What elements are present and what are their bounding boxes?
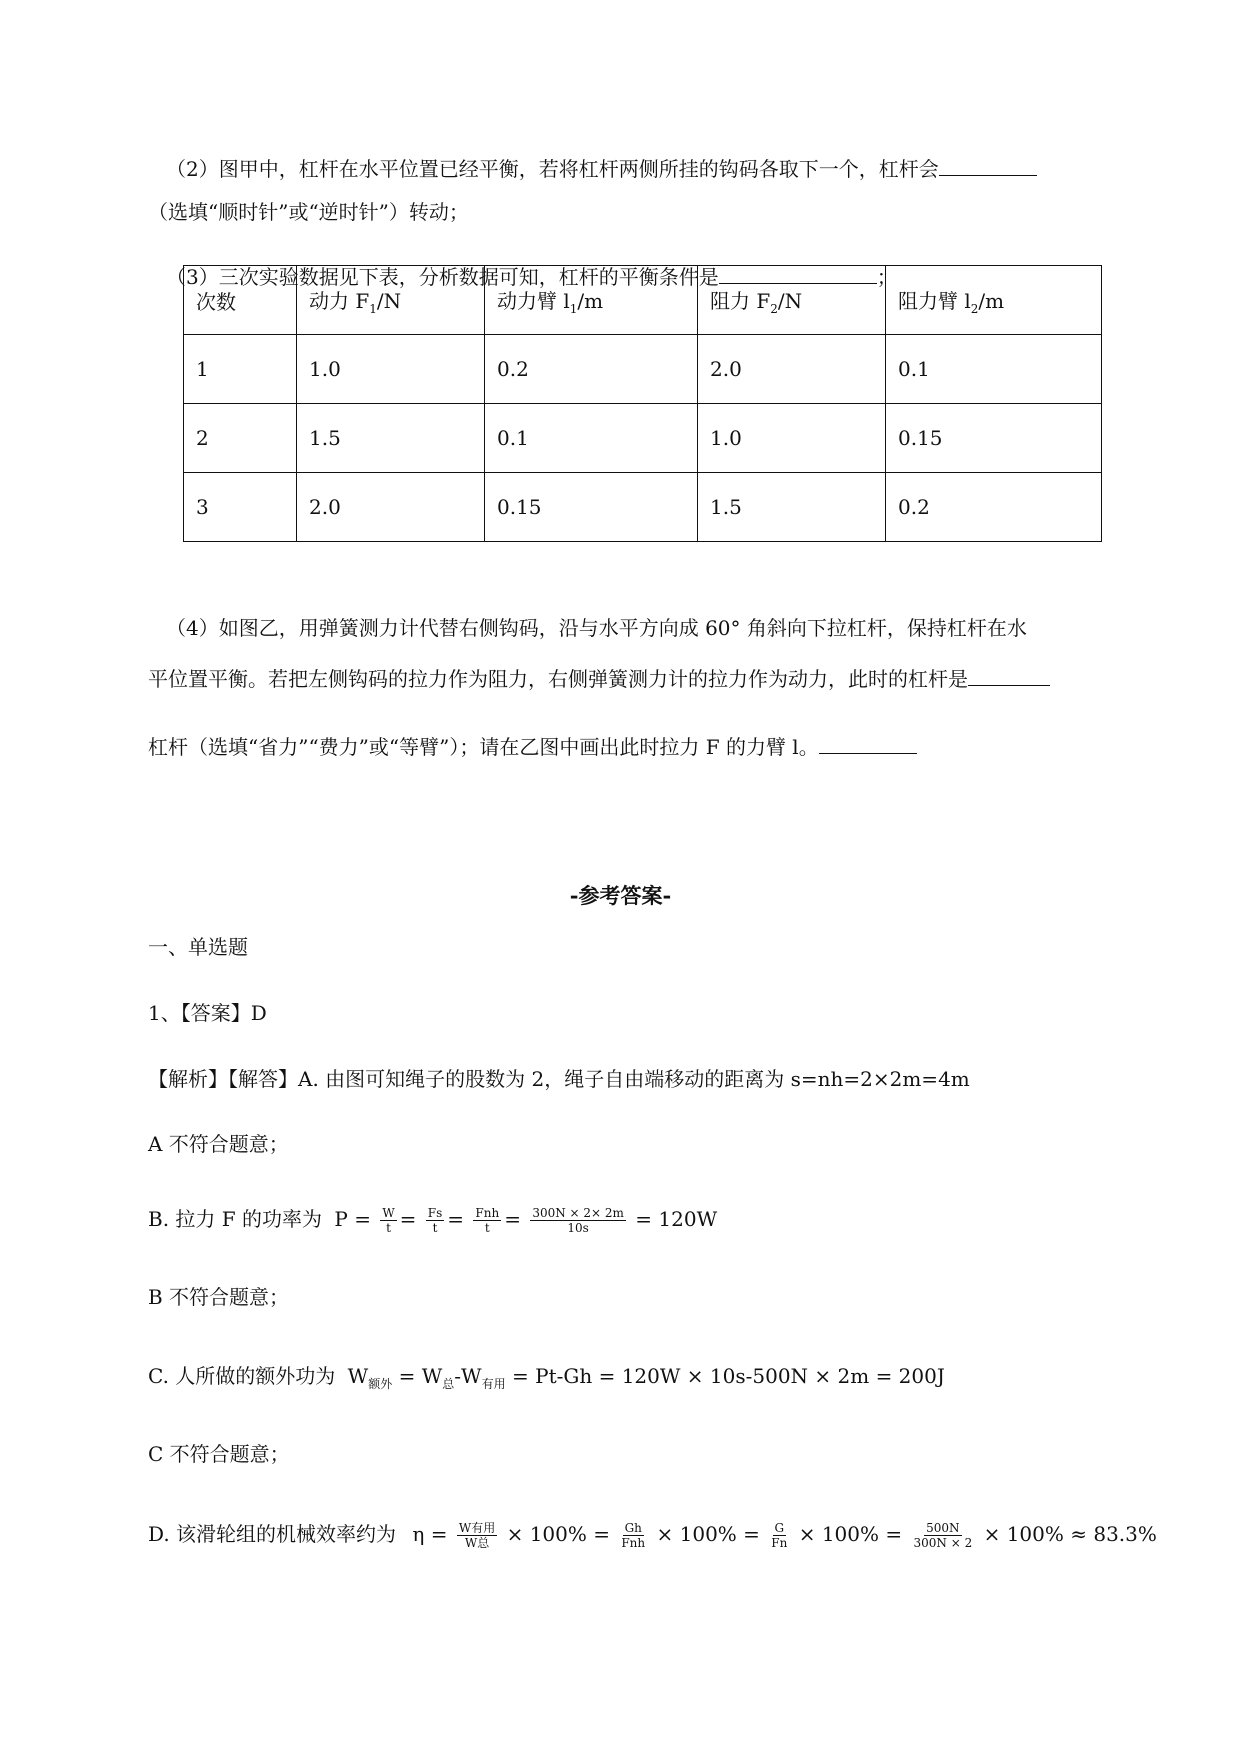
table-header-cell: 次数 <box>184 266 297 335</box>
q2-line1 <box>166 155 1037 183</box>
table-header-cell: 动力臂 $l_1/m$ <box>485 266 698 335</box>
formula-result: = 120W <box>635 1207 718 1231</box>
fraction: $\frac{W}{t}$ <box>382 1206 395 1235</box>
table-row <box>184 473 1102 542</box>
table-cell: 0.1 <box>485 404 698 473</box>
q2-line2: （选填“顺时针”或“逆时针”）转动； <box>148 200 469 224</box>
formula-c: $W_{额外} = W_总-W_{有用} = Pt-Gh = 120W \times 10s-500N \times 2m = 200J$ <box>347 1364 945 1391</box>
option-b-line <box>148 1205 717 1235</box>
table-cell: 0.15 <box>886 404 1102 473</box>
fraction: $\frac{\text{W有用}}{\text{W总}}$ <box>458 1521 496 1550</box>
table-cell: 2.0 <box>698 335 886 404</box>
table-cell: 1.5 <box>297 404 485 473</box>
d-prefix: D. 该滑轮组的机械效率约为 <box>148 1522 397 1546</box>
c-note: C 不符合题意； <box>148 1442 290 1466</box>
fraction: $\frac{Gh}{\text{Fnh}}$ <box>621 1521 646 1550</box>
formula-p: P = <box>334 1207 371 1231</box>
table-cell: 2.0 <box>297 473 485 542</box>
table-cell: 0.1 <box>886 335 1102 404</box>
section-heading: 一、单选题 <box>148 935 248 959</box>
table-cell: 0.2 <box>485 335 698 404</box>
table-cell: 1.0 <box>698 404 886 473</box>
table-header-row <box>184 266 1102 335</box>
table-cell: 0.15 <box>485 473 698 542</box>
table-header-cell: 阻力 $F_2/N$ <box>698 266 886 335</box>
answer-section-title: -参考答案- <box>569 883 672 908</box>
answer-blank[interactable] <box>819 733 917 754</box>
table-cell: 1 <box>184 335 297 404</box>
answer-blank[interactable] <box>968 665 1050 686</box>
q2-line1-text: （2）图甲中，杠杆在水平位置已经平衡，若将杠杆两侧所挂的钩码各取下一个，杠杆会 <box>166 157 939 181</box>
table-cell: 2 <box>184 404 297 473</box>
fraction: $\frac{500N}{300N \times 2}$ <box>913 1521 973 1550</box>
option-d-line <box>148 1520 1157 1550</box>
table-header-cell: 动力 $F_1/N$ <box>297 266 485 335</box>
fraction: $\frac{G}{Fn}$ <box>771 1521 788 1550</box>
a-note: A 不符合题意； <box>148 1132 289 1156</box>
formula-b: P = $\frac{W}{t}$ = $\frac{Fs}{t}$ = $\frac{\text{Fnh}}{t}$ = $\frac{300N \times 2\times 2m}{10s}$ = 120W <box>334 1206 718 1235</box>
q4-line3 <box>148 733 917 761</box>
b-prefix: B. 拉力 F 的功率为 <box>148 1207 323 1231</box>
fraction: $\frac{300N \times 2\times 2m}{10s}$ <box>532 1206 624 1235</box>
table-cell: 1.0 <box>297 335 485 404</box>
q4-line1: （4）如图乙，用弹簧测力计代替右侧钩码，沿与水平方向成 60° 角斜向下拉杠杆，保持杠杆在水 <box>166 616 1027 640</box>
option-c-line <box>148 1362 945 1398</box>
answer-blank[interactable] <box>939 155 1037 176</box>
table-header-cell: 阻力臂 $l_2/m$ <box>886 266 1102 335</box>
q4-line3-text: 杠杆（选填“省力”“费力”或“等臂”）；请在乙图中画出此时拉力 F 的力臂 l。 <box>148 735 819 759</box>
table-cell: 0.2 <box>886 473 1102 542</box>
table-cell: 1.5 <box>698 473 886 542</box>
fraction: $\frac{Fs}{t}$ <box>427 1206 443 1235</box>
q3-text: （3）三次实验数据见下表，分析数据可知，杠杆的平衡条件是 <box>166 265 719 289</box>
fraction: $\frac{\text{Fnh}}{t}$ <box>475 1206 500 1235</box>
b-note: B 不符合题意； <box>148 1285 290 1309</box>
experiment-table <box>183 265 1102 542</box>
analysis-a: 【解析】【解答】A. 由图可知绳子的股数为 2，绳子自由端移动的距离为 s=nh=2×2m=4m <box>148 1067 970 1091</box>
table-row <box>184 404 1102 473</box>
answer-q1: 1、【答案】D <box>148 1001 267 1025</box>
table-cell: 3 <box>184 473 297 542</box>
q4-line2-text: 平位置平衡。若把左侧钩码的拉力作为阻力，右侧弹簧测力计的拉力作为动力，此时的杠杆是 <box>148 667 968 691</box>
q3-end: ； <box>876 265 897 289</box>
formula-d: η = $\frac{\text{W有用}}{\text{W总}}$ × 100% = $\frac{Gh}{\text{Fnh}}$ × 100% = $\frac{G}{Fn}$ × 100% = $\frac{500N}{300N \times 2}$ × 100% ≈ 83.3% <box>412 1521 1157 1550</box>
q4-line2 <box>148 665 1050 693</box>
table-row <box>184 335 1102 404</box>
c-prefix: C. 人所做的额外功为 <box>148 1364 336 1388</box>
